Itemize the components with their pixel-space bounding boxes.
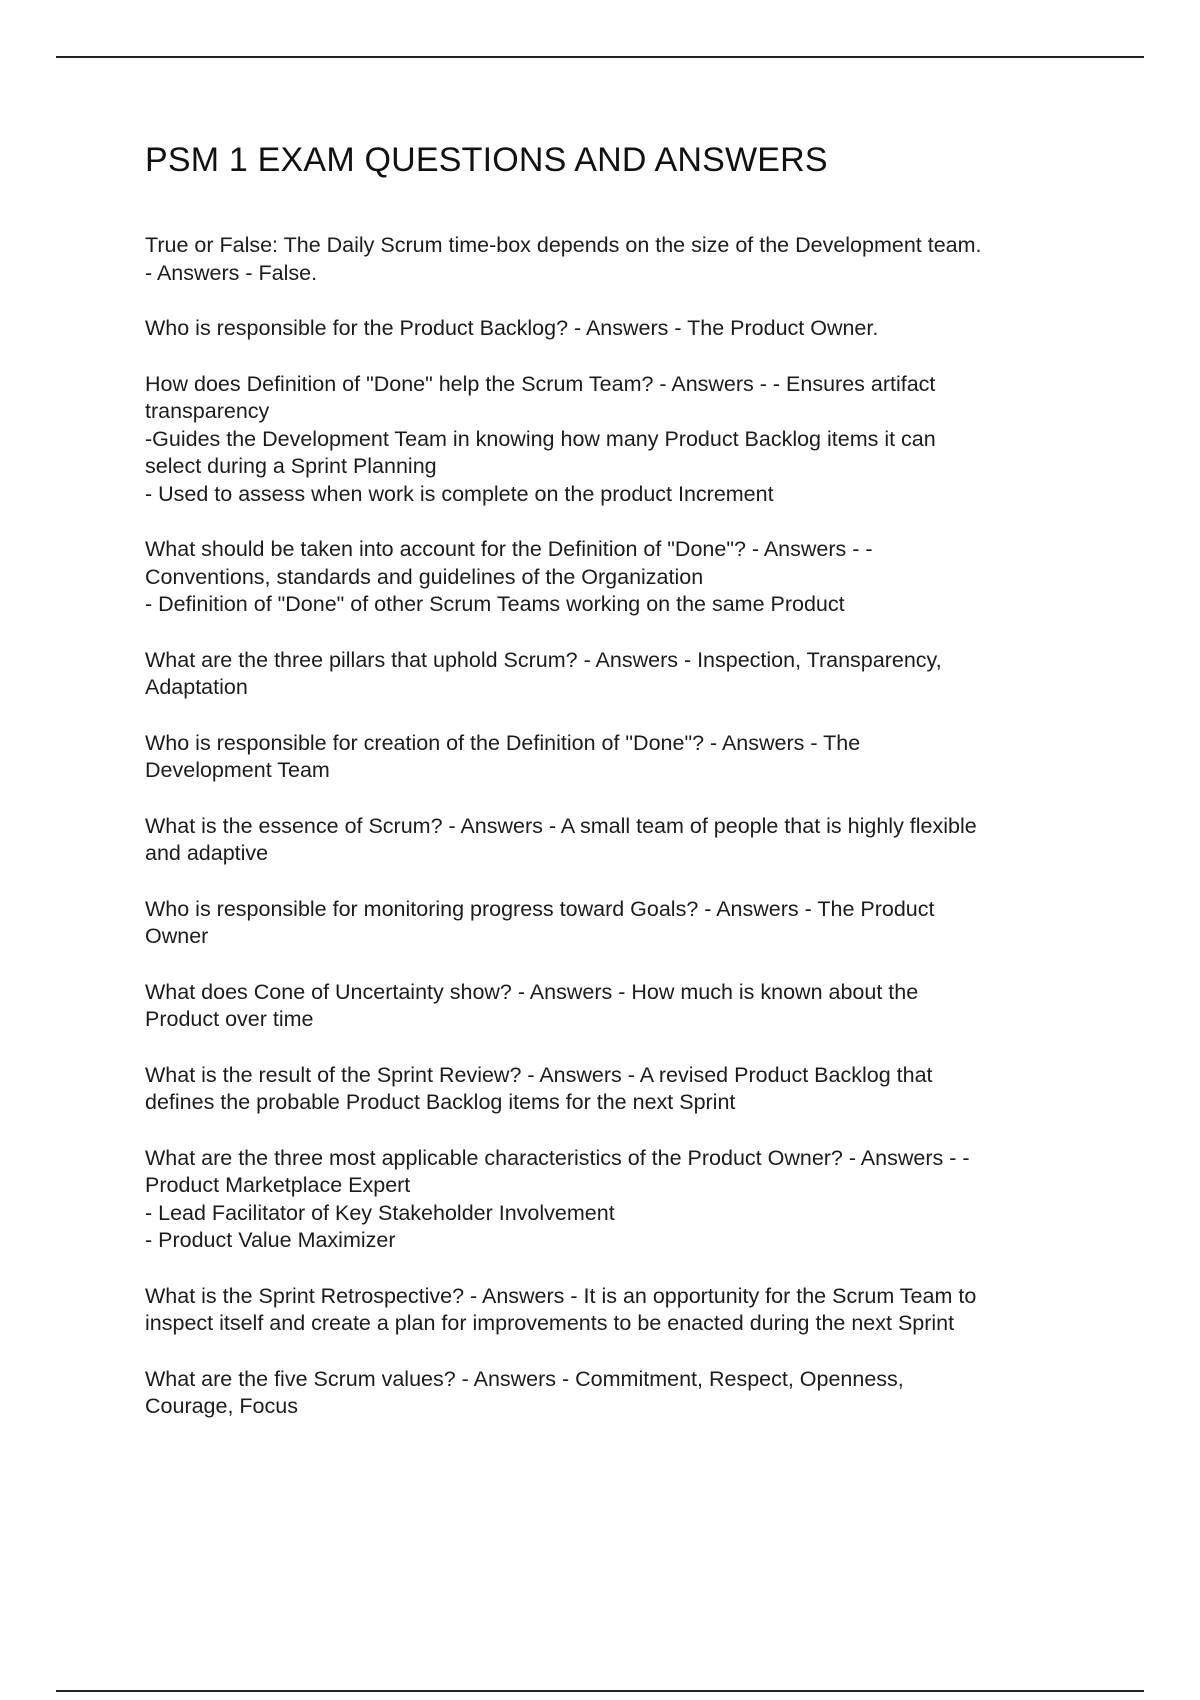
qa-item: What are the five Scrum values? - Answers - Commitment, Respect, Openness, Courage, Focus (145, 1366, 904, 1418)
document-page (145, 140, 1105, 1449)
qa-item: What should be taken into account for the Definition of "Done"? - Answers - - Conventions, standards and guidelines of the Organization - Definition of "Done" of other Scrum Teams working on the same Product (145, 537, 873, 616)
qa-item: What is the result of the Sprint Review? - Answers - A revised Product Backlog that defines the probable Product Backlog items for the next Sprint (145, 1062, 933, 1114)
header-rule (56, 56, 1144, 58)
qa-item: Who is responsible for creation of the Definition of "Done"? - Answers - The Development Team (145, 730, 861, 782)
qa-item: How does Definition of "Done" help the Scrum Team? - Answers - - Ensures artifact transparency -Guides the Development Team in knowing how many Product Backlog items it can select during a Sprint Planning - Used to assess when work is complete on the product Increment (145, 371, 936, 506)
qa-item: What does Cone of Uncertainty show? - Answers - How much is known about the Product over time (145, 979, 919, 1031)
document-title: PSM 1 EXAM QUESTIONS AND ANSWERS (145, 141, 828, 179)
footer-rule (56, 1690, 1144, 1692)
qa-item: True or False: The Daily Scrum time-box depends on the size of the Development team. - Answers - False. (145, 233, 982, 285)
qa-item: What are the three most applicable characteristics of the Product Owner? - Answers - - Product Marketplace Expert - Lead Facilitator of Key Stakeholder Involvement - Product Value Maximizer (145, 1145, 970, 1252)
qa-item: What is the Sprint Retrospective? - Answers - It is an opportunity for the Scrum Team to inspect itself and create a plan for improvements to be enacted during the next Sprint (145, 1283, 977, 1335)
qa-item: What is the essence of Scrum? - Answers - A small team of people that is highly flexible and adaptive (145, 813, 977, 865)
qa-item: What are the three pillars that uphold Scrum? - Answers - Inspection, Transparency, Adaptation (145, 647, 942, 699)
qa-item: Who is responsible for the Product Backlog? - Answers - The Product Owner. (145, 316, 879, 340)
qa-item: Who is responsible for monitoring progress toward Goals? - Answers - The Product Owner (145, 896, 935, 948)
